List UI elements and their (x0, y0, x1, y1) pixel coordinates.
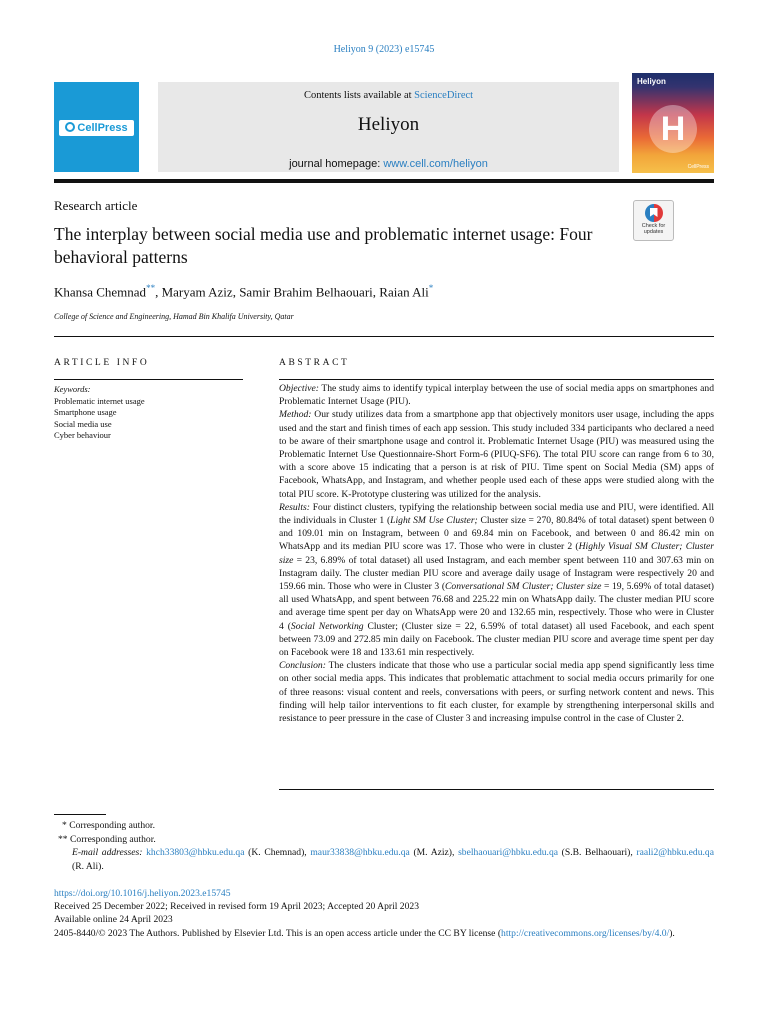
license-end: ). (669, 927, 675, 939)
cluster-name: Highly Visual SM Cluster; Cluster size (279, 541, 714, 566)
abstract-method (279, 408, 714, 500)
footnote-corresponding-1: * Corresponding author. (62, 820, 155, 831)
email-link[interactable]: sbelhaouari@hbku.edu.qa (458, 847, 559, 858)
keyword-item: Problematic internet usage (54, 395, 145, 406)
keywords-block (54, 384, 243, 442)
keyword-item: Smartphone usage (54, 407, 117, 418)
journal-name: Heliyon (357, 114, 420, 135)
results-text: Four distinct clusters, typifying the relationship between social media use and PIU, were identified. All the individuals in Cluster 1 ( (279, 501, 714, 527)
cluster-name: Light SM Use Cluster; (390, 515, 478, 527)
method-label: Method: (279, 409, 312, 421)
cover-title: Heliyon (637, 77, 666, 86)
journal-homepage-link[interactable]: www.cell.com/heliyon (383, 158, 488, 170)
cellpress-logo-text: CellPress (77, 122, 128, 134)
email-link[interactable]: khch33803@hbku.edu.qa (146, 847, 245, 858)
email-owner: (R. Ali). (72, 860, 104, 872)
corresponding-author-mark[interactable]: * (428, 283, 434, 293)
method-text: Our study utilizes data from a smartphone app that objectively monitors user usage, including the apps used and the start and finish times of each app session. This study included 334 participants who declared a need to be aware of their smartphone usage and control it. Problematic Internet Usage (PIU) was measured using the Problematic Internet Use Questionnaire-Short Form-6 (PIUQ-SF6). The total PIU score can range from 6 to 30, with a score above 15 indicating that a person is at risk of PIU. Time spent on Social Media (SM) apps of Facebook, WhatsApp, and Instagram, and whether people used each of these apps were studied along with the total PIU score. K-Prototype clustering was utilized for the analysis. (279, 409, 714, 500)
check-updates-label-2: updates (643, 229, 664, 235)
email-owner: (K. Chemnad), (244, 847, 311, 858)
author-name: Khansa Chemnad (54, 284, 147, 300)
bookmark-icon (645, 204, 663, 222)
email-label: E-mail addresses: (72, 847, 143, 858)
cover-h-logo: H (649, 105, 697, 153)
footnotes (54, 819, 714, 873)
email-link[interactable]: maur33838@hbku.edu.qa (310, 847, 410, 858)
received-dates: Received 25 December 2022; Received in revised form 19 April 2023; Accepted 20 April 2023 (54, 901, 419, 913)
results-text: = 23, 6.89% of total dataset) all used Instagram, and each member spent between 110 and 307.63 min on Instagram daily. The cluster median PIU score and average daily usage of Instagram were respectively 20 and 159.66 min. Those who were in Cluster 3 ( (279, 554, 714, 593)
cluster-name: Social Networking (290, 620, 364, 632)
cellpress-logo-panel[interactable] (54, 82, 139, 172)
article-title: The interplay between social media use and problematic internet usage: Four behavioral patterns (54, 224, 593, 267)
keyword-item: Cyber behaviour (54, 430, 111, 441)
abstract-divider (279, 379, 714, 380)
check-for-updates-button[interactable] (633, 200, 674, 241)
journal-cover-image[interactable] (632, 73, 714, 173)
conclusion-text: The clusters indicate that those who use a particular social media app spend significantly less time on other social media apps. This indicates that problematic attachment to social media occurs primarily for one of three reasons: visual content and reels, conversations with peers, or surfing network content and news. This finding will help tailor interventions to fit each cluster, for example by strengthening interpersonal skills and resistance to peer pressure in the case of Cluster 3 and increasing impulse control in the case of Cluster 2. (279, 660, 714, 725)
keyword-item: Social media use (54, 418, 112, 429)
article-info-divider (54, 379, 243, 380)
email-owner: (S.B. Belhaouari), (558, 847, 637, 858)
author-name: Maryam Aziz (161, 284, 233, 300)
abstract-body (279, 382, 714, 725)
header-divider (54, 179, 714, 183)
abstract-results (279, 501, 714, 659)
author-separator: , (372, 284, 380, 300)
affiliation: College of Science and Engineering, Hamad Bin Khalifa University, Qatar (54, 312, 294, 321)
publication-info (54, 887, 714, 940)
abstract-objective (279, 382, 714, 408)
cellpress-icon (65, 122, 75, 132)
cc-license-link[interactable]: http://creativecommons.org/licenses/by/4.0/ (501, 927, 670, 939)
license-text: 2405-8440/© 2023 The Authors. Published by Elsevier Ltd. This is an open access article under the CC BY license ( (54, 927, 502, 939)
available-online: Available online 24 April 2023 (54, 914, 173, 926)
abstract-heading: ABSTRACT (279, 358, 350, 368)
results-text: Cluster; (Cluster size = 22, 6.59% of total dataset) all used Facebook, and each spent between 73.09 and 272.85 min daily on Facebook. The cluster median PIU score and average time spent per day on Facebook were 18 and 133.61 min respectively. (279, 620, 715, 659)
author-name: Samir Brahim Belhaouari (239, 284, 373, 300)
section-divider (54, 336, 714, 337)
cellpress-logo (59, 120, 134, 136)
email-owner: (M. Aziz), (409, 847, 459, 858)
author-list (54, 283, 433, 300)
license-statement (54, 927, 714, 940)
abstract-conclusion (279, 659, 714, 725)
cluster-name: Conversational SM Cluster; Cluster size (445, 581, 602, 593)
doi-link[interactable]: https://doi.org/10.1016/j.heliyon.2023.e15745 (54, 888, 231, 899)
keywords-label: Keywords: (54, 384, 91, 394)
article-info-heading: ARTICLE INFO (54, 358, 150, 368)
conclusion-label: Conclusion: (279, 660, 326, 672)
results-label: Results: (279, 501, 310, 513)
check-updates-label-1: Check for (641, 223, 666, 229)
contents-prefix: Contents lists available at (303, 90, 415, 101)
email-addresses (54, 846, 714, 873)
author-separator: , (155, 284, 162, 300)
author-name: Raian Ali (379, 284, 429, 300)
email-link[interactable]: raali2@hbku.edu.qa (636, 847, 714, 858)
abstract-bottom-divider (279, 789, 714, 790)
results-text: = 19, 5.69% of total dataset) all used WhatsApp, and spent between 76.68 and 225.22 min on WhatsApp daily. The cluster median PIU score and average time spent per day on WhatsApp were 20 and 132.65 min, respectively. Those who were in Cluster 4 ( (279, 581, 714, 632)
footnote-corresponding-2: ** Corresponding author. (58, 833, 156, 845)
corresponding-author-mark[interactable]: ** (146, 283, 156, 293)
objective-label: Objective: (279, 383, 319, 394)
objective-text: The study aims to identify typical interplay between the use of social media apps on smartphones and Problematic Internet Usage (PIU). (279, 383, 714, 408)
homepage-line (158, 158, 619, 170)
contents-line (158, 90, 619, 101)
footnote-divider (54, 814, 106, 815)
homepage-prefix: journal homepage: (289, 158, 384, 170)
journal-reference[interactable]: Heliyon 9 (2023) e15745 (333, 44, 435, 55)
cover-brand: CellPress (687, 164, 709, 170)
journal-masthead (54, 73, 714, 173)
results-text: Cluster size = 270, 80.84% of total dataset) spent between 0 and 109.01 min on Instagram, between 0 and 69.84 min on Facebook, and between 0 and 86.42 min on WhatsApp and its median PIU score was 17. Those who were in cluster 2 ( (279, 515, 714, 553)
article-type: Research article (54, 198, 138, 213)
author-separator: , (232, 284, 240, 300)
sciencedirect-link[interactable]: ScienceDirect (414, 90, 474, 101)
journal-header-panel (158, 82, 619, 172)
